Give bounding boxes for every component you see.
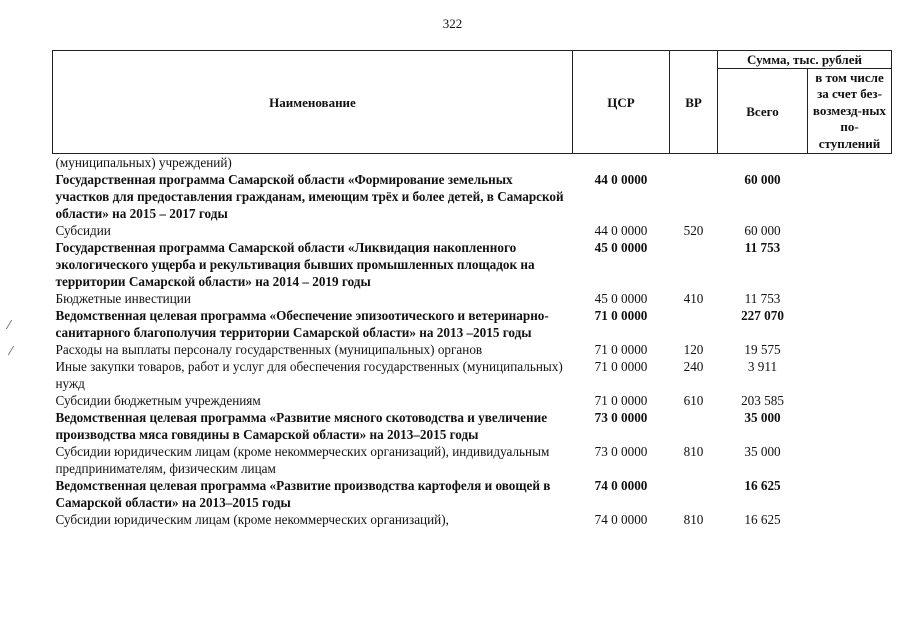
- row-free: [808, 443, 892, 477]
- row-vr: 810: [683, 512, 704, 527]
- row-name: Государственная программа Самарской области «Формирование земельных участков для предоставления гражданам, имеющим трёх и более детей, в Самарской области» на 2015 – 2017 годы: [55, 172, 564, 221]
- row-free: [808, 511, 892, 528]
- table-row: [53, 290, 892, 307]
- header-csr: ЦСР: [573, 51, 670, 154]
- row-csr: 44 0 0000: [594, 172, 648, 187]
- row-name: Субсидии бюджетным учреждениям: [55, 393, 261, 408]
- row-vr: 610: [683, 393, 704, 408]
- table-row: [53, 409, 892, 443]
- row-free: [808, 341, 892, 358]
- row-total: 35 000: [744, 410, 781, 425]
- table-row: [53, 154, 892, 172]
- row-name: Ведомственная целевая программа «Обеспечение эпизоотического и ветеринарно-санитарного благополучия территории Самарской области» на 2013 –2015 годы: [55, 308, 549, 340]
- row-total: [718, 154, 808, 172]
- row-total: 11 753: [744, 291, 781, 306]
- row-csr: 71 0 0000: [594, 359, 648, 374]
- row-total: 60 000: [744, 223, 781, 238]
- row-csr: 71 0 0000: [594, 308, 648, 323]
- row-vr: 810: [683, 444, 704, 459]
- row-total: 19 575: [744, 342, 781, 357]
- row-name: (муниципальных) учреждений): [55, 155, 232, 170]
- header-total: Всего: [718, 69, 808, 154]
- table-row: [53, 443, 892, 477]
- row-name: Субсидии: [55, 223, 111, 238]
- row-free: [808, 171, 892, 222]
- row-name: Расходы на выплаты персоналу государственных (муниципальных) органов: [55, 342, 483, 357]
- row-free: [808, 222, 892, 239]
- row-vr: [670, 154, 718, 172]
- table-header: [53, 51, 892, 154]
- table-row: [53, 171, 892, 222]
- row-free: [808, 154, 892, 172]
- row-total: 35 000: [744, 444, 781, 459]
- row-name: Бюджетные инвестиции: [55, 291, 191, 306]
- table-body: [53, 154, 892, 529]
- table-row: [53, 477, 892, 511]
- row-total: 16 625: [744, 512, 781, 527]
- row-csr: 71 0 0000: [594, 393, 648, 408]
- row-csr: 45 0 0000: [594, 291, 648, 306]
- table-row: [53, 341, 892, 358]
- row-total: 16 625: [744, 478, 781, 493]
- margin-mark: ⁄: [8, 318, 11, 332]
- row-free: [808, 392, 892, 409]
- row-vr: [670, 239, 718, 290]
- row-name: Субсидии юридическим лицам (кроме некоммерческих организаций), индивидуальным предпринимателям, физическим лицам: [55, 444, 550, 476]
- row-total: 3 911: [747, 359, 778, 374]
- row-csr: [573, 154, 670, 172]
- row-free: [808, 290, 892, 307]
- row-name: Субсидии юридическим лицам (кроме некоммерческих организаций),: [55, 512, 449, 527]
- table-row: [53, 307, 892, 341]
- row-name: Иные закупки товаров, работ и услуг для обеспечения государственных (муниципальных) нужд: [55, 359, 563, 391]
- row-vr: [670, 307, 718, 341]
- table-row: [53, 511, 892, 528]
- row-vr: 410: [683, 291, 704, 306]
- header-sum: Сумма, тыс. рублей: [718, 51, 892, 69]
- budget-table: [52, 50, 892, 528]
- row-total: 11 753: [744, 240, 781, 255]
- row-total: 203 585: [741, 393, 784, 408]
- row-csr: 71 0 0000: [594, 342, 648, 357]
- header-vr: ВР: [670, 51, 718, 154]
- row-csr: 44 0 0000: [594, 223, 648, 238]
- row-name: Ведомственная целевая программа «Развитие мясного скотоводства и увеличение производства мяса говядины в Самарской области» на 2013–2015 годы: [55, 410, 548, 442]
- row-csr: 45 0 0000: [594, 240, 648, 255]
- row-free: [808, 307, 892, 341]
- row-csr: 74 0 0000: [594, 512, 648, 527]
- row-vr: 240: [683, 359, 704, 374]
- row-free: [808, 239, 892, 290]
- header-free: в том числе за счет без-возмезд-ных по-ступлений: [808, 69, 892, 154]
- row-total: 227 070: [741, 308, 784, 323]
- row-vr: [670, 477, 718, 511]
- row-free: [808, 409, 892, 443]
- row-name: Государственная программа Самарской области «Ликвидация накопленного экологического ущерба и рекультивация бывших промышленных площадок на территории Самарской области» на 2014 – 2019 годы: [55, 240, 535, 289]
- row-vr: [670, 409, 718, 443]
- table-row: [53, 358, 892, 392]
- row-total: 60 000: [744, 172, 781, 187]
- row-vr: 520: [683, 223, 704, 238]
- row-csr: 74 0 0000: [594, 478, 648, 493]
- row-vr: 120: [683, 342, 704, 357]
- header-name: Наименование: [53, 51, 573, 154]
- table-row: [53, 392, 892, 409]
- row-free: [808, 358, 892, 392]
- row-free: [808, 477, 892, 511]
- row-csr: 73 0 0000: [594, 410, 648, 425]
- row-vr: [670, 171, 718, 222]
- page-number: 322: [442, 16, 463, 31]
- row-csr: 73 0 0000: [594, 444, 648, 459]
- table-row: [53, 222, 892, 239]
- row-name: Ведомственная целевая программа «Развитие производства картофеля и овощей в Самарской области» на 2013–2015 годы: [55, 478, 551, 510]
- table-row: [53, 239, 892, 290]
- margin-mark: ⁄: [10, 344, 13, 358]
